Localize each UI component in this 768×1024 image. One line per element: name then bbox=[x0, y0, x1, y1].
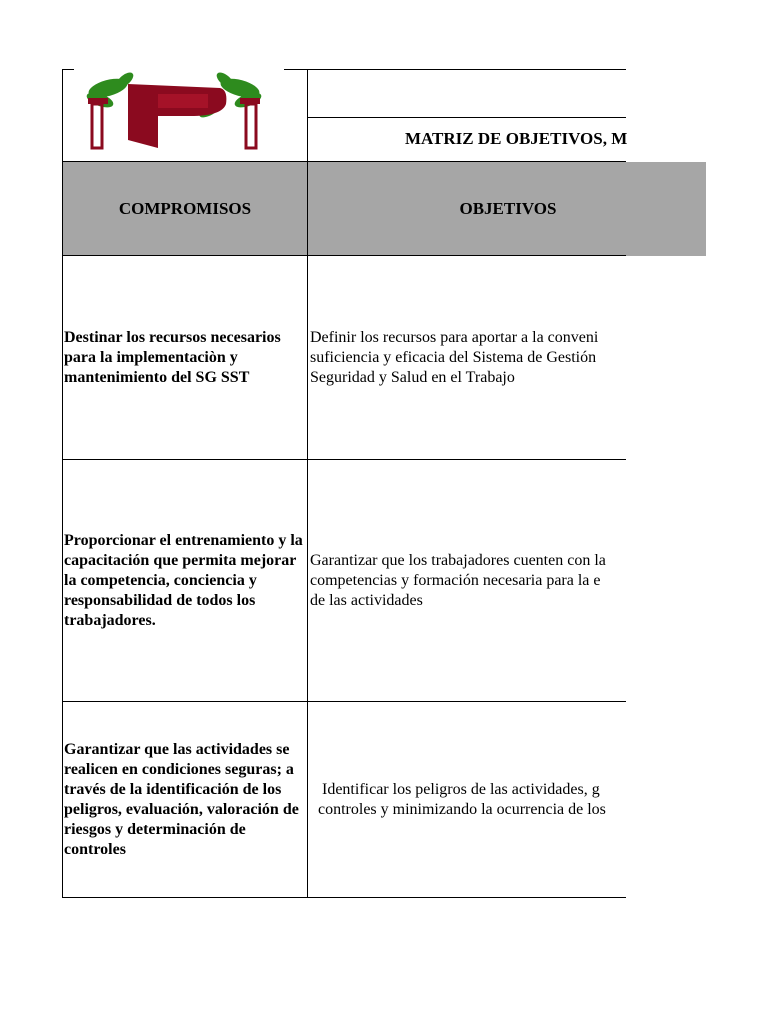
objetivo-line: Definir los recursos para aportar a la conveni bbox=[310, 329, 599, 346]
objetivo-cell bbox=[310, 551, 626, 615]
border-row1-bottom bbox=[62, 459, 626, 460]
border-header-bottom bbox=[62, 255, 626, 256]
border-row3-bottom bbox=[62, 897, 626, 898]
border-row2-bottom bbox=[62, 701, 626, 702]
compromiso-cell: Destinar los recursos necesarios para la implementaciòn y mantenimiento del SG SST bbox=[64, 329, 281, 386]
objetivo-line: Identificar los peligros de las actividades, g bbox=[322, 781, 600, 798]
objetivo-cell bbox=[318, 780, 626, 824]
border-column-divider bbox=[307, 69, 308, 898]
border-top-left bbox=[62, 69, 74, 70]
column-header-objetivos: OBJETIVOS bbox=[459, 199, 557, 218]
objetivo-line: controles y minimizando la ocurrencia de los bbox=[318, 801, 606, 818]
objetivo-cell bbox=[310, 328, 626, 392]
column-header-compromisos: COMPROMISOS bbox=[118, 199, 252, 218]
objetivo-line: de las actividades bbox=[310, 592, 423, 609]
logo-icon bbox=[80, 70, 270, 152]
compromiso-cell: Garantizar que las actividades se realicen en condiciones seguras; a través de la identificación de los peligros, evaluación, valoración de riesgos y determinación de controles bbox=[64, 741, 299, 858]
objetivo-line: Garantizar que los trabajadores cuenten con la bbox=[310, 552, 606, 569]
objetivo-line: Seguridad y Salud en el Trabajo bbox=[310, 369, 515, 386]
compromiso-cell: Proporcionar el entrenamiento y la capacitación que permita mejorar la competencia, conciencia y responsabilidad de todos los trabajadores. bbox=[64, 532, 303, 629]
objetivo-line: suficiencia y eficacia del Sistema de Gestión bbox=[310, 349, 597, 366]
border-title-mid bbox=[308, 117, 626, 118]
border-header-top bbox=[62, 161, 626, 162]
border-left bbox=[62, 69, 63, 898]
page-title: MATRIZ DE OBJETIVOS, M bbox=[405, 129, 627, 148]
border-top-logo bbox=[284, 69, 626, 70]
objetivo-line: competencias y formación necesaria para la e bbox=[310, 572, 601, 589]
